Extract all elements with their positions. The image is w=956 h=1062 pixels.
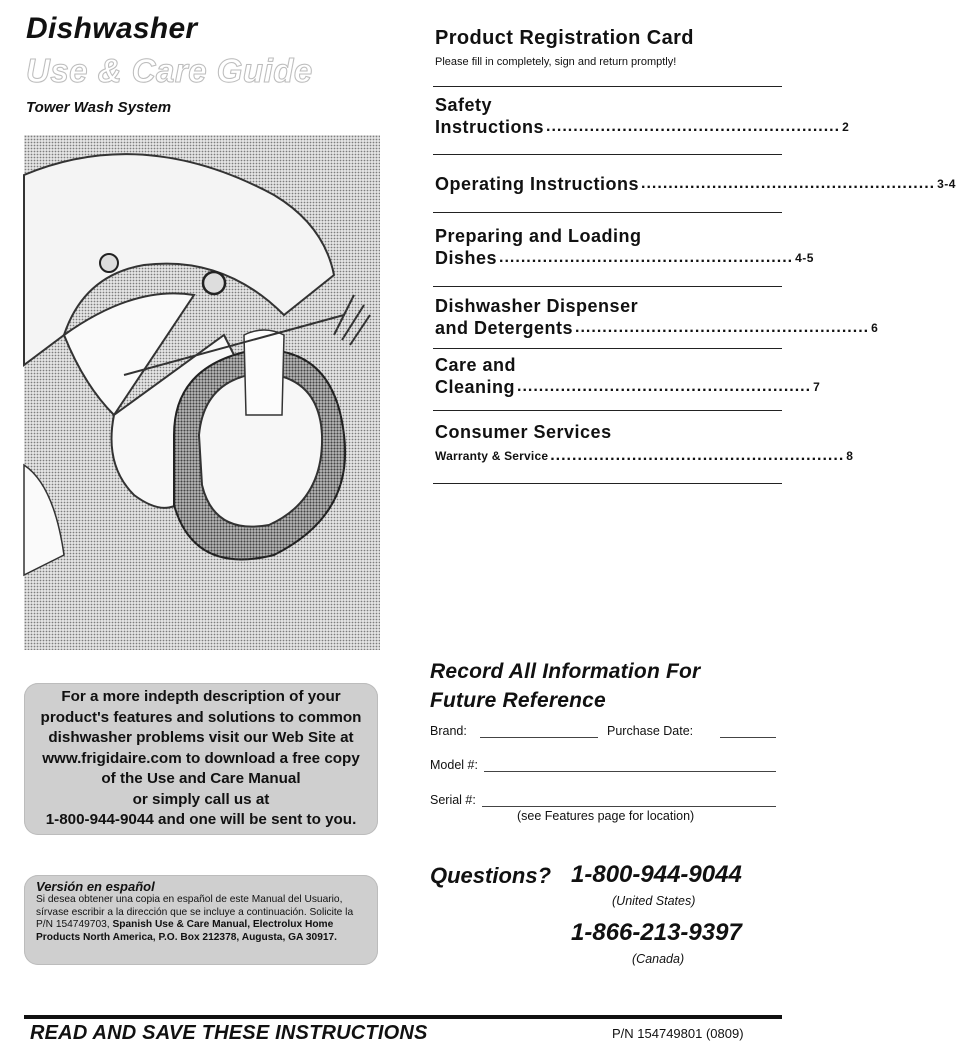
us-phone[interactable]: 1-800-944-9044 <box>571 861 742 888</box>
brand-field[interactable] <box>480 737 598 738</box>
spanish-heading: Versión en español <box>36 879 155 894</box>
registration-card-title: Product Registration Card <box>435 27 694 49</box>
questions-label: Questions? <box>430 863 552 888</box>
document-subtitle: Use & Care Guide <box>26 52 313 89</box>
spanish-body <box>36 894 372 944</box>
toc-label: Preparing and Loading <box>435 226 642 246</box>
toc-entry-loading[interactable]: Preparing and Loading Dishes ...................................................... 4-5 <box>435 226 814 268</box>
info-line: For a more indepth description of your <box>61 688 341 706</box>
divider <box>433 348 782 349</box>
info-line: or simply call us at <box>132 790 270 808</box>
serial-note: (see Features page for location) <box>517 809 695 823</box>
serial-field[interactable] <box>482 806 776 807</box>
info-line: product's features and solutions to common <box>40 708 362 726</box>
tagline: Tower Wash System <box>26 99 172 116</box>
record-heading <box>430 657 700 715</box>
spanish-body-plain: Si desea obtener una copia en español de este Manual del Usuario, sírvase escribir a la dirección que se incluye a continuación. Solicite la P/N 154749703, <box>36 894 354 930</box>
toc-entry-operating[interactable]: Operating Instructions ...................................................... 3-4 <box>435 174 956 194</box>
record-heading-line: Record All Information For <box>430 660 701 683</box>
toc-entry-care[interactable]: Care and Cleaning ...................................................... 7 <box>435 355 821 397</box>
divider <box>433 212 782 213</box>
toc-label: Dishwasher Dispenser <box>435 296 639 316</box>
toc-label: Consumer Services <box>435 422 612 442</box>
canada-label: (Canada) <box>632 952 685 966</box>
toc-label: Instructions <box>435 117 545 137</box>
info-line: of the Use and Care Manual <box>101 770 301 788</box>
website-info-box <box>24 683 378 835</box>
toc-label: Care and <box>435 355 517 375</box>
toc-page: 4-5 <box>795 251 814 265</box>
spanish-version-box <box>24 875 378 965</box>
divider <box>433 483 782 484</box>
divider <box>433 86 782 87</box>
info-line: dishwasher problems visit our Web Site at <box>48 729 354 747</box>
model-label: Model #: <box>430 758 478 772</box>
toc-entry-dispenser[interactable]: Dishwasher Dispenser and Detergents ...................................................... 6 <box>435 296 879 338</box>
model-field[interactable] <box>484 771 776 772</box>
toc-page: 8 <box>846 449 854 463</box>
spanish-body-bold: Spanish Use & Care Manual, Electrolux Home Products North America, P.O. Box 212378, Augusta, GA 30917. <box>36 919 338 943</box>
record-heading-line: Future Reference <box>430 689 606 712</box>
read-save-banner: READ AND SAVE THESE INSTRUCTIONS <box>30 1022 428 1044</box>
canada-phone[interactable]: 1-866-213-9397 <box>571 919 742 946</box>
part-number: P/N 154749801 (0809) <box>612 1026 744 1041</box>
document-title: Dishwasher <box>26 12 198 45</box>
toc-label: and Detergents <box>435 318 574 338</box>
toc-label: Warranty & Service <box>435 449 549 463</box>
purchase-date-label: Purchase Date: <box>607 724 694 738</box>
toc-page: 2 <box>842 120 850 134</box>
toc-label: Safety <box>435 95 493 115</box>
toc-entry-safety[interactable]: Safety Instructions ...................................................... 2 <box>435 95 850 137</box>
purchase-date-field[interactable] <box>720 737 776 738</box>
registration-instruction: Please fill in completely, sign and return promptly! <box>435 56 677 68</box>
footer-rule <box>24 1015 782 1019</box>
info-line: www.frigidaire.com to download a free copy <box>42 749 360 767</box>
toc-label: Cleaning <box>435 377 516 397</box>
toc-page: 7 <box>813 380 821 394</box>
toc-label: Dishes <box>435 248 498 268</box>
divider <box>433 154 782 155</box>
serial-label: Serial #: <box>430 793 476 807</box>
toc-label: Operating Instructions <box>435 174 640 194</box>
toc-page: 6 <box>871 321 879 335</box>
toc-entry-consumer-services[interactable]: Consumer Services Warranty & Service ...................................................... 8 <box>435 421 780 467</box>
info-line: 1-800-944-9044 and one will be sent to you. <box>45 811 357 829</box>
divider <box>433 286 782 287</box>
dishwasher-illustration <box>24 135 380 650</box>
divider <box>433 410 782 411</box>
toc-page: 3-4 <box>937 177 956 191</box>
us-label: (United States) <box>612 894 696 908</box>
brand-label: Brand: <box>430 724 467 738</box>
